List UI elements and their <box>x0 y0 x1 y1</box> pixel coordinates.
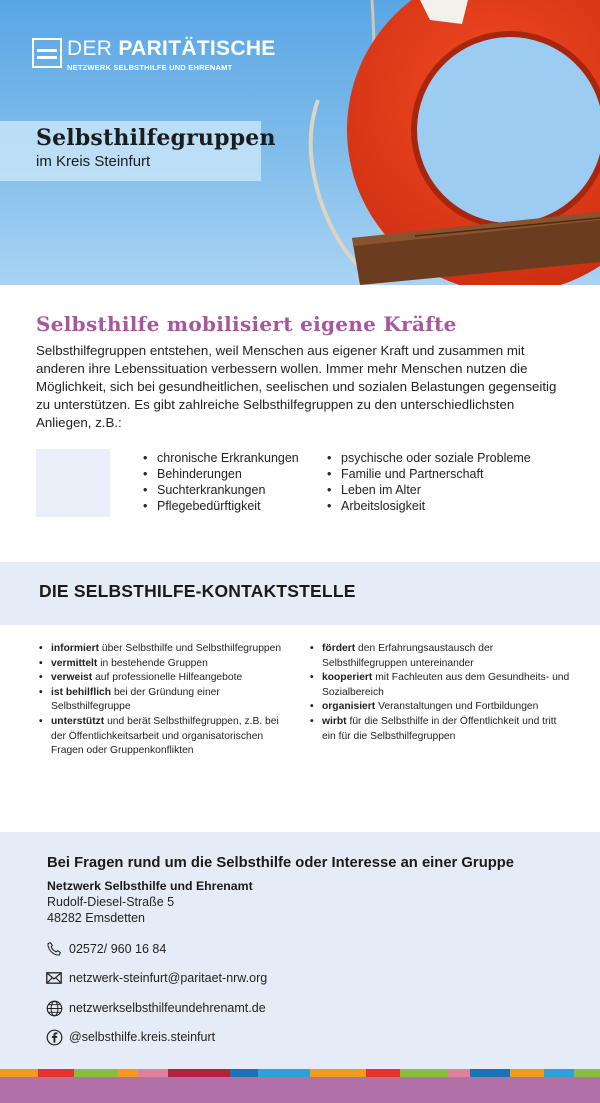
topics-block <box>36 449 576 519</box>
list-item: • chronische Erkrankungen <box>143 450 299 466</box>
list-item: • Leben im Alter <box>327 482 531 498</box>
intro-text: Selbsthilfegruppen entstehen, weil Menschen aus eigener Kraft und zusammen mit anderen ihre Lebenssituation verbessern wollen. Immer mehr Menschen nutzen die Möglichkeit, sich bei gesundheitlichen, seelischen und sozialen Belastungen gegenseitig zu unterstützen. Es gibt zahlreiche Selbsthilfegruppen zu den unterschiedlichsten Anliegen, z.B.: <box>36 343 557 430</box>
paritaetische-logo[interactable] <box>32 38 276 72</box>
color-stripes <box>0 1069 600 1077</box>
list-item: • Behinderungen <box>143 466 299 482</box>
list-item: • fördert den Erfahrungsaustausch der Selbsthilfegruppen untereinander <box>308 642 570 671</box>
logo-subtitle: NETZWERK SELBSTHILFE UND EHRENAMT <box>67 63 233 72</box>
list-item: • Familie und Partnerschaft <box>327 466 531 482</box>
color-stripe <box>138 1069 168 1077</box>
color-stripe <box>74 1069 118 1077</box>
hero-banner <box>0 0 600 285</box>
phone-link[interactable]: 02572/ 960 16 84 <box>45 939 166 959</box>
logo-mark-icon <box>32 38 62 68</box>
intro-heading: Selbsthilfe mobilisiert eigene Kräfte <box>36 312 457 336</box>
list-item: • wirbt für die Selbsthilfe in der Öffentlichkeit und tritt ein für die Selbsthilfegruppen <box>308 715 570 744</box>
color-stripe <box>38 1069 74 1077</box>
address-street: Rudolf-Diesel-Straße 5 <box>47 895 175 909</box>
topic-image-placeholder <box>36 449 110 517</box>
color-stripe <box>0 1069 38 1077</box>
list-item: • kooperiert mit Fachleuten aus dem Gesundheits- und Sozialbereich <box>308 671 570 700</box>
kontaktstelle-title: DIE SELBSTHILFE-KONTAKTSTELLE <box>39 581 356 601</box>
color-stripe <box>574 1069 600 1077</box>
topic-list-right <box>327 450 531 514</box>
color-stripe <box>400 1069 448 1077</box>
color-stripe <box>448 1069 470 1077</box>
color-stripe <box>544 1069 574 1077</box>
globe-icon <box>45 999 63 1017</box>
contact-heading: Bei Fragen rund um die Selbsthilfe oder Interesse an einer Gruppe <box>47 855 515 871</box>
page-title: Selbsthilfegruppen <box>36 125 276 151</box>
list-item: • Pflegebedürftigkeit <box>143 498 299 514</box>
list-item: • vermittelt in bestehende Gruppen <box>37 657 295 672</box>
list-item: • Suchterkrankungen <box>143 482 299 498</box>
list-item: • Arbeitslosigkeit <box>327 498 531 514</box>
task-list-left <box>37 642 295 759</box>
title-box <box>0 121 276 181</box>
page-subtitle: im Kreis Steinfurt <box>36 153 151 170</box>
task-list-right <box>308 642 570 744</box>
color-stripe <box>470 1069 510 1077</box>
address-city: 48282 Emsdetten <box>47 911 145 925</box>
org-name: Netzwerk Selbsthilfe und Ehrenamt <box>47 879 253 893</box>
kontaktstelle-band <box>0 562 600 625</box>
facebook-link[interactable]: @selbsthilfe.kreis.steinfurt <box>45 1027 215 1047</box>
website-link[interactable]: netzwerkselbsthilfeundehrenamt.de <box>45 998 266 1018</box>
list-item: • psychische oder soziale Probleme <box>327 450 531 466</box>
mail-icon <box>45 969 63 987</box>
color-stripe <box>310 1069 366 1077</box>
footer-bar <box>0 1077 600 1103</box>
phone-icon <box>45 940 63 958</box>
color-stripe <box>258 1069 310 1077</box>
intro-section <box>36 312 566 432</box>
color-stripe <box>510 1069 544 1077</box>
list-item: • informiert über Selbsthilfe und Selbsthilfegruppen <box>37 642 295 657</box>
list-item: • organisiert Veranstaltungen und Fortbildungen <box>308 700 570 715</box>
color-stripe <box>168 1069 230 1077</box>
logo-name: DER PARITÄTISCHE <box>67 37 276 60</box>
list-item: • ist behilflich bei der Gründung einer Selbsthilfegruppe <box>37 686 295 715</box>
email-link[interactable]: netzwerk-steinfurt@paritaet-nrw.org <box>45 968 267 988</box>
color-stripe <box>366 1069 400 1077</box>
list-item: • verweist auf professionelle Hilfeangebote <box>37 671 295 686</box>
color-stripe <box>118 1069 138 1077</box>
topic-list-left <box>143 450 299 514</box>
color-stripe <box>230 1069 258 1077</box>
facebook-icon <box>45 1028 63 1046</box>
list-item: • unterstützt und berät Selbsthilfegruppen, z.B. bei der Öffentlichkeitsarbeit und organisatorischen Fragen oder Gruppenkonflikten <box>37 715 295 759</box>
